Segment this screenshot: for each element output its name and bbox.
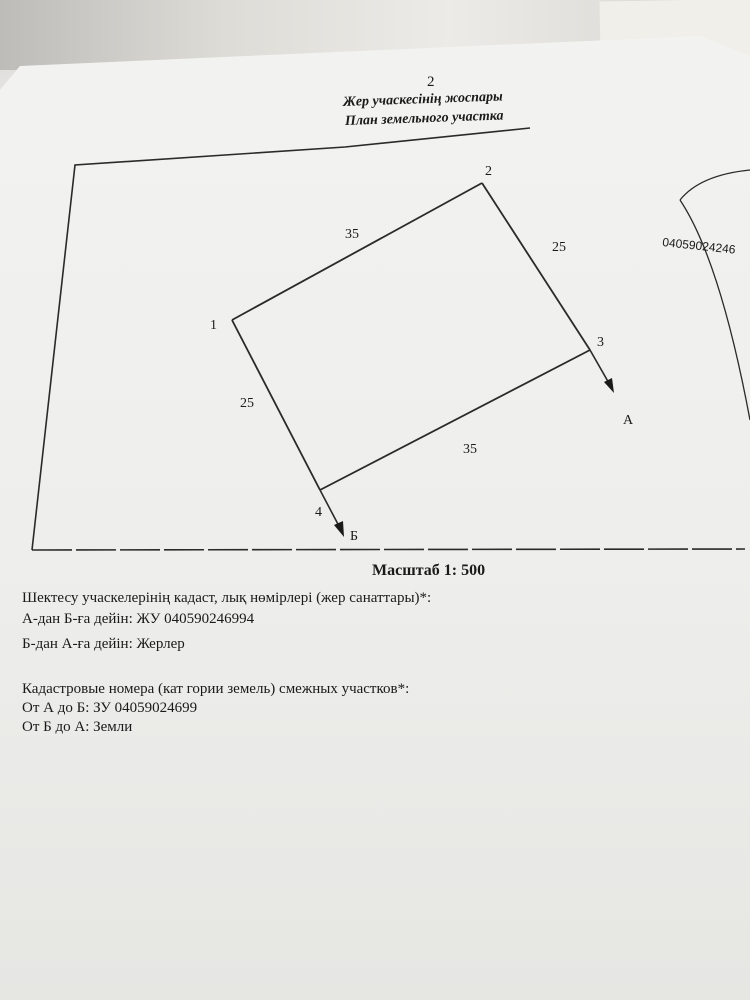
arrow-a-shaft — [590, 350, 610, 385]
dimension-side-3-4: 35 — [463, 442, 477, 457]
vertex-label-1: 1 — [210, 318, 217, 333]
adjacency-b-to-a-kazakh: Б-дан А-ға дейін: Жерлер — [22, 636, 185, 652]
dimension-side-1-2: 35 — [345, 227, 359, 242]
adjacent-parcel-arc — [680, 170, 750, 200]
parcel-side-3-4 — [320, 350, 590, 490]
adjacency-a-to-b-kazakh: А-дан Б-ға дейін: ЖУ 040590246994 — [22, 611, 255, 627]
direction-label-a: А — [623, 413, 634, 428]
adjacency-a-to-b-russian: От А до Б: ЗУ 04059024699 — [22, 700, 198, 716]
adjacency-heading-kazakh: Шектесу учаскелерінің кадаст, лық нөмірлері (жер санаттары)*: — [22, 590, 432, 606]
arrow-a-head — [604, 378, 614, 393]
direction-label-b: Б — [350, 529, 359, 544]
plan-title-kazakh: Жер учаскесінің жоспары — [342, 89, 503, 110]
plan-frame-left-top — [32, 128, 530, 550]
parcel-side-2-3 — [482, 183, 590, 350]
vertex-label-2: 2 — [485, 164, 492, 179]
arrow-b-head — [334, 521, 344, 537]
dimension-side-2-3: 25 — [552, 240, 566, 255]
adjacent-parcel-boundary — [680, 200, 750, 420]
plan-frame-bottom — [32, 549, 745, 550]
plan-title-russian: План земельного участка — [344, 108, 504, 129]
scale-label: Масштаб 1: 500 — [372, 562, 486, 579]
arrow-b-shaft — [320, 490, 340, 528]
parcel-side-1-2 — [232, 183, 482, 320]
adjacency-b-to-a-russian: От Б до А: Земли — [22, 719, 133, 735]
page-number: 2 — [427, 74, 435, 90]
dimension-side-4-1: 25 — [240, 396, 254, 411]
vertex-label-4: 4 — [315, 505, 322, 520]
vertex-label-3: 3 — [597, 335, 604, 350]
adjacency-heading-russian: Кадастровые номера (кат гории земель) смежных участков*: — [22, 681, 410, 697]
adjacent-cadastral-number: 04059024246 — [661, 235, 737, 257]
